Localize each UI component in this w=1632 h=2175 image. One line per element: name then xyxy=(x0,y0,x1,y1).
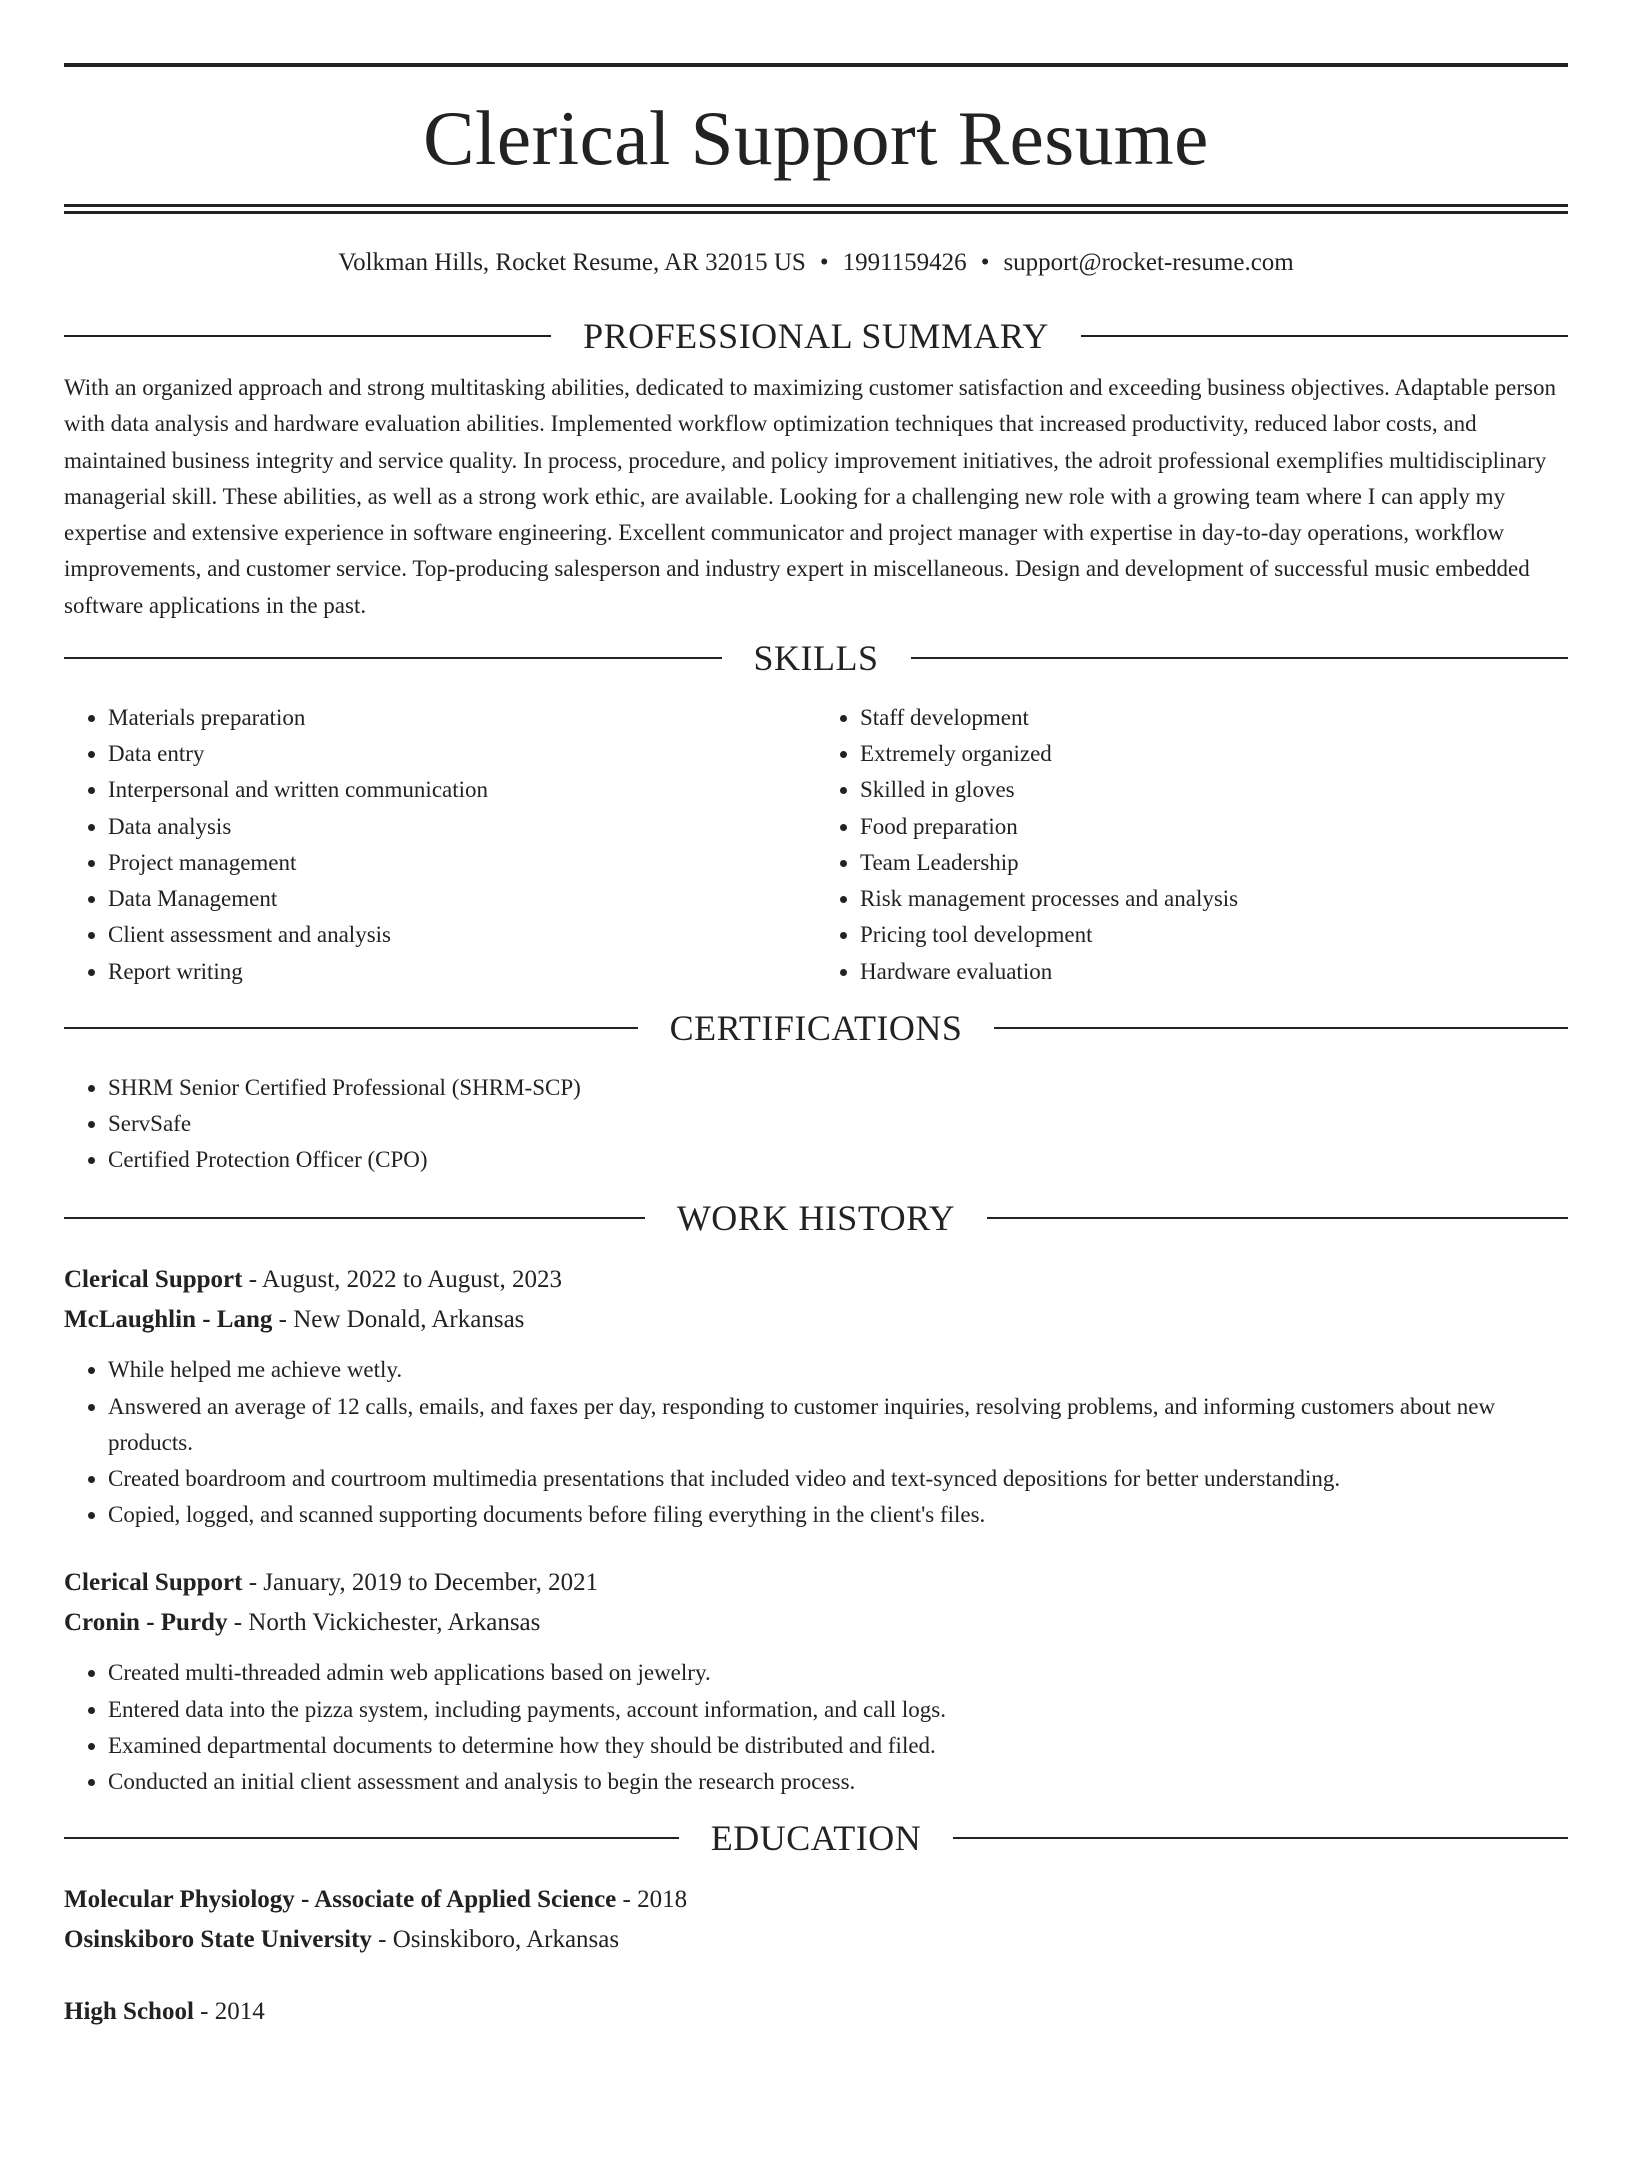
contact-phone: 1991159426 xyxy=(842,249,967,276)
skills-list-left xyxy=(64,700,816,990)
skill-item: • Risk management processes and analysis xyxy=(860,881,1568,917)
work-heading xyxy=(64,1198,1568,1238)
certifications-heading xyxy=(64,1008,1568,1048)
heading-rule-left xyxy=(64,335,551,337)
job-bullet: • Answered an average of 12 calls, emails, and faxes per day, responding to customer inquiries, resolving problems, and informing customers about new products. xyxy=(108,1389,1568,1461)
heading-rule-right xyxy=(911,657,1569,659)
job-role: Clerical Support xyxy=(64,1569,243,1597)
contact-separator: • xyxy=(980,249,990,276)
summary-text: With an organized approach and strong multitasking abilities, dedicated to maximizing customer satisfaction and exceeding business objectives. Adaptable person with data analysis and hardware evaluation abilities. Implemented workflow optimization techniques that increased productivity, reduced labor costs, and maintained business integrity and service quality. In process, procedure, and policy improvement initiatives, the adroit professional exemplifies multidisciplinary managerial skill. These abilities, as well as a strong work ethic, are available. Looking for a challenging new role with a growing team where I can apply my expertise and extensive experience in software engineering. Excellent communicator and project manager with expertise in day-to-day operations, workflow improvements, and customer service. Top-producing salesperson and industry expert in miscellaneous. Design and development of successful music embedded software applications in the past. xyxy=(64,375,1556,618)
skills-title: SKILLS xyxy=(753,638,879,679)
skill-item: • Pricing tool development xyxy=(860,917,1568,953)
education-year: - 2018 xyxy=(616,1886,688,1914)
contact-separator: • xyxy=(819,249,829,276)
top-rule xyxy=(64,63,1568,67)
certification-item: • SHRM Senior Certified Professional (SHRM-SCP) xyxy=(108,1070,1568,1106)
education-degree-line xyxy=(64,1992,1568,2032)
skill-item: • Data analysis xyxy=(108,809,816,845)
heading-rule-right xyxy=(1081,335,1568,337)
skill-item: • Report writing xyxy=(108,954,816,990)
job-company: McLaughlin - Lang xyxy=(64,1306,273,1334)
job-dates: - January, 2019 to December, 2021 xyxy=(242,1569,599,1597)
heading-rule-left xyxy=(64,1027,638,1029)
contact-address: Volkman Hills, Rocket Resume, AR 32015 US xyxy=(338,249,806,276)
certification-item: • ServSafe xyxy=(108,1106,1568,1142)
job-company-line xyxy=(64,1300,1568,1340)
education-entry xyxy=(64,1880,1568,1960)
job-role: Clerical Support xyxy=(64,1266,243,1294)
skill-item: • Hardware evaluation xyxy=(860,954,1568,990)
education-entry xyxy=(64,1992,1568,2032)
skill-item: • Data entry xyxy=(108,736,816,772)
work-title: WORK HISTORY xyxy=(676,1198,956,1239)
skill-item: • Team Leadership xyxy=(860,845,1568,881)
skill-item: • Materials preparation xyxy=(108,700,816,736)
resume-page xyxy=(0,63,1632,2175)
job-bullet: • While helped me achieve wetly. xyxy=(108,1352,1568,1388)
job-bullets xyxy=(64,1655,1568,1800)
job-location: - New Donald, Arkansas xyxy=(272,1306,525,1334)
certifications-list xyxy=(64,1070,1568,1179)
skills-list-right xyxy=(816,700,1568,990)
job-bullets xyxy=(64,1352,1568,1533)
skill-item: • Staff development xyxy=(860,700,1568,736)
skill-item: • Skilled in gloves xyxy=(860,772,1568,808)
heading-rule-right xyxy=(953,1837,1568,1839)
job-entry xyxy=(64,1563,1568,1800)
summary-title: PROFESSIONAL SUMMARY xyxy=(583,316,1049,356)
skill-item: • Extremely organized xyxy=(860,736,1568,772)
job-title-line xyxy=(64,1563,1568,1603)
job-company: Cronin - Purdy xyxy=(64,1609,228,1637)
education-school-line xyxy=(64,1920,1568,1960)
job-entry xyxy=(64,1260,1568,1533)
education-location: - Osinskiboro, Arkansas xyxy=(371,1926,620,1954)
skill-item: • Data Management xyxy=(108,881,816,917)
contact-line xyxy=(64,248,1568,278)
job-title-line xyxy=(64,1260,1568,1300)
certifications-title: CERTIFICATIONS xyxy=(669,1007,963,1048)
certification-item: • Certified Protection Officer (CPO) xyxy=(108,1142,1568,1178)
job-bullet: • Created multi-threaded admin web applications based on jewelry. xyxy=(108,1655,1568,1691)
job-bullet: • Copied, logged, and scanned supporting documents before filing everything in the client's files. xyxy=(108,1497,1568,1533)
education-school: Osinskiboro State University xyxy=(64,1926,372,1954)
heading-rule-left xyxy=(64,1217,645,1219)
heading-rule-right xyxy=(994,1027,1568,1029)
job-bullet: • Examined departmental documents to determine how they should be distributed and filed. xyxy=(108,1728,1568,1764)
job-location: - North Vickichester, Arkansas xyxy=(227,1609,541,1637)
education-year: - 2014 xyxy=(193,1998,265,2026)
job-company-line xyxy=(64,1603,1568,1643)
education-degree: Molecular Physiology - Associate of Applied Science xyxy=(64,1886,617,1914)
job-dates: - August, 2022 to August, 2023 xyxy=(242,1266,562,1294)
resume-title: Clerical Support Resume xyxy=(423,95,1209,181)
skills-columns xyxy=(64,700,1568,990)
heading-rule-right xyxy=(987,1217,1568,1219)
skill-item: • Interpersonal and written communication xyxy=(108,772,816,808)
summary-heading xyxy=(64,316,1568,356)
job-bullet: • Created boardroom and courtroom multimedia presentations that included video and text-synced depositions for better understanding. xyxy=(108,1461,1568,1497)
heading-rule-left xyxy=(64,1837,679,1839)
title-double-rule xyxy=(64,204,1568,214)
skill-item: • Food preparation xyxy=(860,809,1568,845)
job-bullet: • Conducted an initial client assessment and analysis to begin the research process. xyxy=(108,1764,1568,1800)
job-bullet: • Entered data into the pizza system, including payments, account information, and call logs. xyxy=(108,1692,1568,1728)
skill-item: • Client assessment and analysis xyxy=(108,917,816,953)
skills-heading xyxy=(64,638,1568,678)
education-degree-line xyxy=(64,1880,1568,1920)
skill-item: • Project management xyxy=(108,845,816,881)
education-degree: High School xyxy=(64,1998,194,2026)
education-heading xyxy=(64,1818,1568,1858)
contact-email: support@rocket-resume.com xyxy=(1003,249,1294,276)
education-title: EDUCATION xyxy=(710,1818,922,1859)
heading-rule-left xyxy=(64,657,722,659)
